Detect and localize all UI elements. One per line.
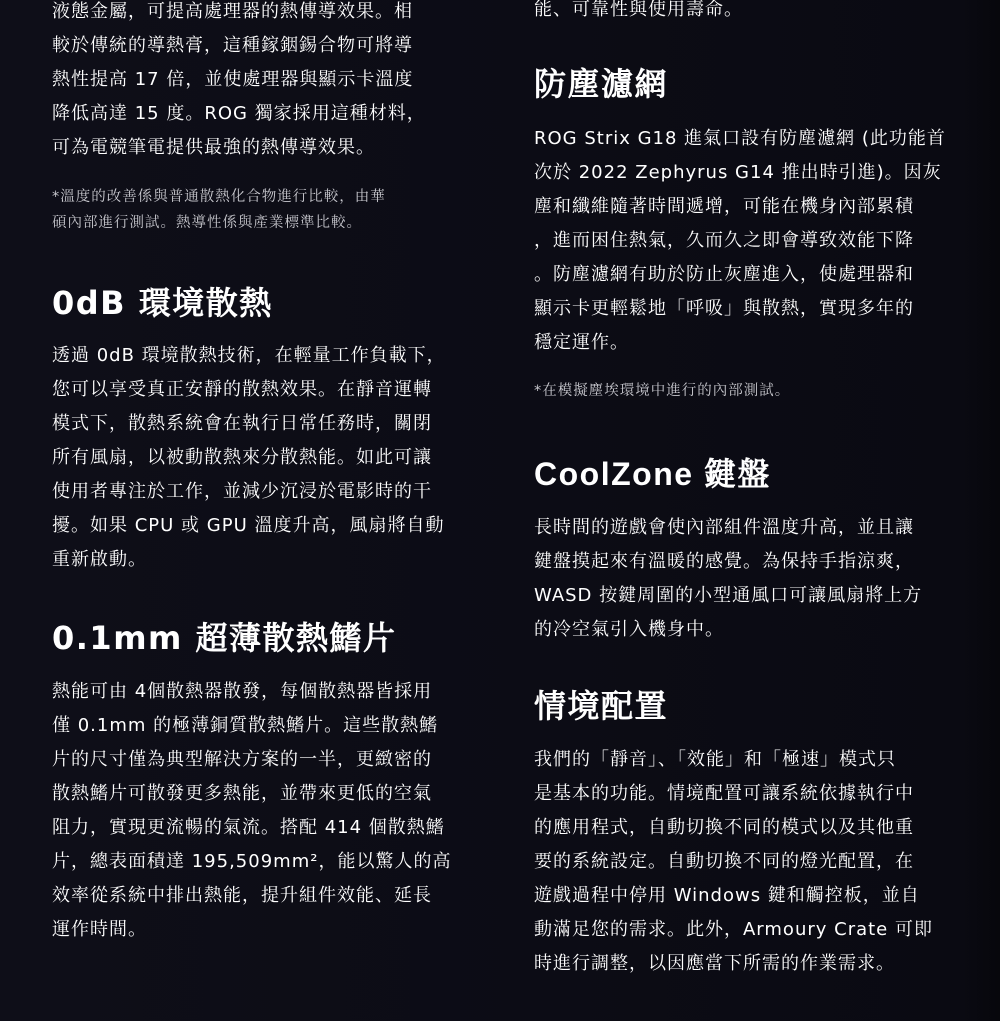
section-title-coolzone: CoolZone 鍵盤 (534, 456, 771, 492)
reliability-fragment: 能、可靠性與使用壽命。 (534, 0, 743, 20)
right-edge-shade (960, 0, 1000, 1021)
section-title-dust-filter: 防塵濾網 (534, 65, 669, 103)
section-body-fins: 熱能可由 4個散熱器散發，每個散熱器皆採用 僅 0.1mm 的極薄銅質散熱鰭片。這些散熱鰭 片的尺寸僅為典型解決方案的一半，更緻密的 散熱鰭片可散發更多熱能，並帶來更低的空氣 阻力，實現更流暢的氣流。搭配 414 個散熱鰭 片，總表面積達 195,509mm²，能以驚人的高 效率從系統中排出熱能，提升組件效能、延長 運作時間。 (52, 681, 452, 940)
section-body-scenario: 我們的「靜音」、「效能」和「極速」模式只 是基本的功能。情境配置可讓系統依據執行中 的應用程式，自動切換不同的模式以及其他重 要的系統設定。自動切換不同的燈光配置，在 遊戲過程中停用 Windows 鍵和觸控板，並自 動滿足您的需求。此外，Armoury Crate 可即 時進行調整，以因應當下所需的作業需求。 (534, 749, 933, 974)
section-title-0db: 0dB 環境散熱 (52, 284, 273, 322)
section-title-fins: 0.1mm 超薄散熱鰭片 (52, 619, 397, 657)
section-body-0db: 透過 0dB 環境散熱技術，在輕量工作負載下， 您可以享受真正安靜的散熱效果。在靜音運轉 模式下，散熱系統會在執行日常任務時，關閉 所有風扇，以被動散熱來分散熱能。如此可讓 使用者專注於工作，並減少沉浸於電影時的干 擾。如果 CPU 或 GPU 溫度升高，風扇將自動 重新啟動。 (52, 345, 446, 570)
section-body-coolzone: 長時間的遊戲會使內部組件溫度升高，並且讓 鍵盤摸起來有溫暖的感覺。為保持手指涼爽， WASD 按鍵周圍的小型通風口可讓風扇將上方 的冷空氣引入機身中。 (534, 517, 923, 640)
liquid-metal-paragraph: 液態金屬，可提高處理器的熱傳導效果。相 較於傳統的導熱膏，這種鎵銦錫合物可將導 熱性提高 17 倍，並使處理器與顯示卡溫度 降低高達 15 度。ROG 獨家採用這種材料， 可為電競筆電提供最強的熱傳導效果。 (52, 1, 426, 158)
section-body-dust-filter: ROG Strix G18 進氣口設有防塵濾網 (此功能首 次於 2022 Zephyrus G14 推出時引進)。因灰 塵和纖維隨著時間遞增，可能在機身內部累積 ，進而困住熱氣，久而久之即會導致效能下降 。防塵濾網有助於防止灰塵進入，使處理器和 顯示卡更輕鬆地「呼吸」與散熱，實現多年的 穩定運作。 (534, 128, 946, 353)
temperature-footnote: *溫度的改善係與普通散熱化合物進行比較，由華 碩內部進行測試。熱導性係與產業標準比較。 (52, 189, 386, 231)
section-title-scenario: 情境配置 (534, 687, 669, 725)
dust-test-footnote: *在模擬塵埃環境中進行的內部測試。 (534, 383, 791, 399)
